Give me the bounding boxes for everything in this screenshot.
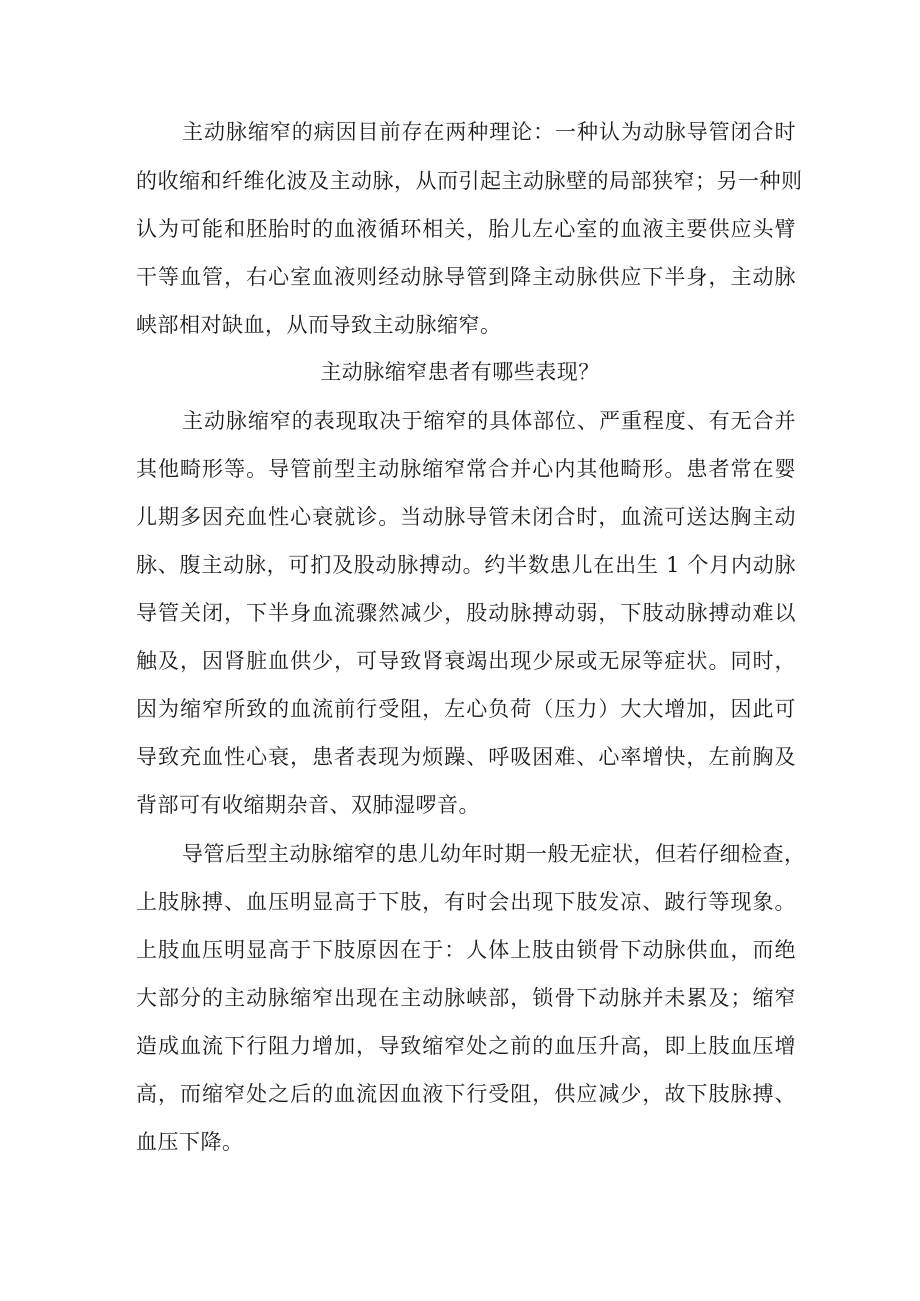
paragraph-3-line-5: 造成血流下行阻力增加，导致缩窄处之前的血压升高，即上肢血压增 <box>136 1034 796 1058</box>
paragraph-1-line-2: 的收缩和纤维化波及主动脉，从而引起主动脉壁的局部狭窄；另一种则 <box>136 169 803 193</box>
paragraph-1-line-1: 主动脉缩窄的病因目前存在两种理论：一种认为动脉导管闭合时 <box>182 120 796 144</box>
paragraph-2-line-5: 导管关闭，下半身血流骤然减少，股动脉搏动弱，下肢动脉搏动难以 <box>136 601 796 625</box>
paragraph-2-line-3: 儿期多因充血性心衰就诊。当动脉导管未闭合时，血流可送达胸主动 <box>136 505 796 529</box>
paragraph-3-line-3: 上肢血压明显高于下肢原因在于：人体上肢由锁骨下动脉供血，而绝 <box>136 938 796 962</box>
paragraph-2-line-1: 主动脉缩窄的表现取决于缩窄的具体部位、严重程度、有无合并 <box>182 409 796 433</box>
paragraph-2-line-9: 背部可有收缩期杂音、双肺湿啰音。 <box>136 793 480 817</box>
paragraph-2-line-2: 其他畸形等。导管前型主动脉缩窄常合并心内其他畸形。患者常在婴 <box>136 457 796 481</box>
paragraph-2-line-4: 脉、腹主动脉，可扪及股动脉搏动。约半数患儿在出生 1 个月内动脉 <box>136 553 796 577</box>
paragraph-2-line-7: 因为缩窄所致的血流前行受阻，左心负荷（压力）大大增加，因此可 <box>136 697 796 721</box>
paragraph-3-line-1: 导管后型主动脉缩窄的患儿幼年时期一般无症状，但若仔细检查， <box>182 842 806 866</box>
paragraph-1-line-3: 认为可能和胚胎时的血液循环相关，胎儿左心室的血液主要供应头臂 <box>136 217 796 241</box>
paragraph-1-line-4: 干等血管，右心室血液则经动脉导管到降主动脉供应下半身，主动脉 <box>136 265 796 289</box>
paragraph-2-line-8: 导致充血性心衰，患者表现为烦躁、呼吸困难、心率增快，左前胸及 <box>136 745 796 769</box>
paragraph-2-line-6: 触及，因肾脏血供少，可导致肾衰竭出现少尿或无尿等症状。同时， <box>136 649 796 673</box>
paragraph-3-line-4: 大部分的主动脉缩窄出现在主动脉峡部，锁骨下动脉并未累及；缩窄 <box>136 986 796 1010</box>
section-heading: 主动脉缩窄患者有哪些表现？ <box>320 360 600 384</box>
paragraph-1-line-5: 峡部相对缺血，从而导致主动脉缩窄。 <box>136 313 502 337</box>
paragraph-3-line-6: 高，而缩窄处之后的血流因血液下行受阻，供应减少，故下肢脉搏、 <box>136 1082 796 1106</box>
paragraph-3-line-2: 上肢脉搏、血压明显高于下肢，有时会出现下肢发凉、跛行等现象。 <box>136 890 796 914</box>
paragraph-3-line-7: 血压下降。 <box>136 1130 244 1154</box>
